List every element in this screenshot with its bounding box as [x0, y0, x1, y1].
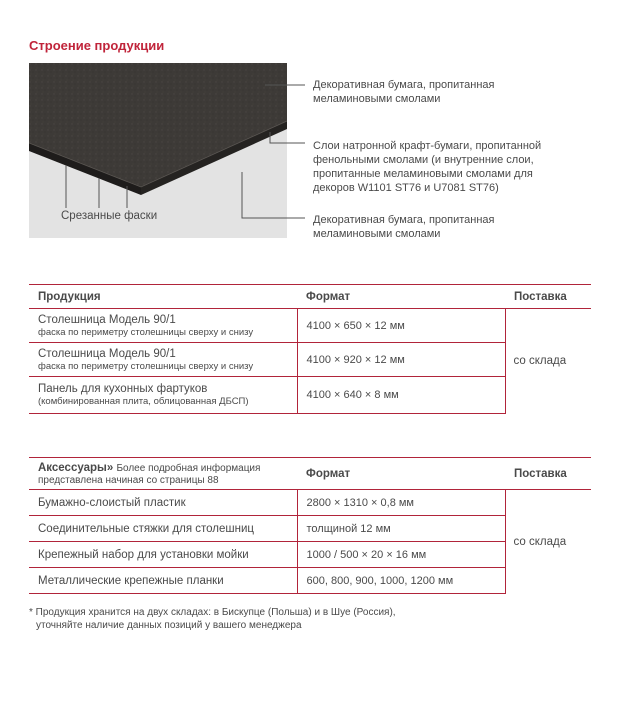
product-cell: [29, 343, 297, 377]
accessories-header-row: [29, 458, 591, 490]
product-name: Столешница Модель 90/1: [38, 347, 176, 360]
products-header-row: [29, 285, 591, 309]
callout-middle-line: декоров W1101 ST76 и U7081 ST76): [313, 182, 499, 194]
format-cell: 600, 800, 900, 1000, 1200 мм: [297, 568, 505, 594]
product-name: Панель для кухонных фартуков: [38, 383, 208, 395]
callout-middle-line: Слои натронной крафт-бумаги, пропитанной: [313, 140, 542, 152]
callout-bottom-line: меламиновыми смолами: [313, 228, 441, 240]
format-cell: толщиной 12 мм: [297, 516, 505, 542]
accessory-name-text: Соединительные стяжки для столешниц: [38, 522, 254, 535]
product-note: фаска по периметру столешницы сверху и снизу: [38, 360, 254, 372]
table-row: [29, 490, 591, 516]
accessory-name: [29, 516, 297, 542]
accessories-table: [29, 457, 591, 594]
accessory-name-text: Металлические крепежные планки: [38, 574, 224, 587]
accessory-name: [29, 490, 297, 516]
format-cell: 2800 × 1310 × 0,8 мм: [297, 490, 505, 516]
supply-cell: со склада: [513, 535, 567, 548]
accessory-name: [29, 542, 297, 568]
chamfer-label: Срезанные фаски: [61, 210, 158, 222]
product-cell: [29, 377, 297, 414]
table-row: [29, 309, 591, 343]
section-title: Строение продукции: [29, 38, 165, 53]
product-name: Столешница Модель 90/1: [38, 313, 176, 326]
footnote-line: * Продукция хранится на двух складах: в Бискупце (Польша) и в Шуе (Россия),: [29, 607, 396, 618]
product-note: фаска по периметру столешницы сверху и снизу: [38, 326, 254, 338]
accessory-name-text: Крепежный набор для установки мойки: [38, 548, 249, 561]
accessory-name-text: Бумажно-слоистый пластик: [38, 496, 186, 509]
header-format: Формат: [306, 290, 351, 303]
callout-top: [313, 78, 495, 106]
product-note: (комбинированная плита, облицованная ДБСП): [38, 396, 249, 407]
callout-top-line: меламиновыми смолами: [313, 93, 441, 105]
header-supply: Поставка: [514, 467, 567, 480]
header-format: Формат: [306, 467, 351, 480]
accessories-note-2: представлена начиная со страницы 88: [38, 474, 219, 486]
callout-top-line: Декоративная бумага, пропитанная: [313, 79, 495, 91]
format-cell: 4100 × 920 × 12 мм: [297, 343, 505, 377]
callout-middle-line: фенольными смолами (и внутренние слои,: [313, 154, 534, 166]
header-product: Продукция: [38, 290, 101, 303]
products-table: [29, 284, 591, 414]
accessories-title: Аксессуары»: [38, 461, 114, 474]
accessories-note: Более подробная информация: [116, 462, 261, 474]
supply-cell: со склада: [513, 355, 567, 368]
product-cell: [29, 309, 297, 343]
callout-bottom: [313, 213, 495, 241]
footnote: [29, 606, 396, 632]
format-cell: 4100 × 640 × 8 мм: [297, 377, 505, 414]
format-cell: 4100 × 650 × 12 мм: [297, 309, 505, 343]
format-cell: 1000 / 500 × 20 × 16 мм: [297, 542, 505, 568]
callout-bottom-line: Декоративная бумага, пропитанная: [313, 214, 495, 226]
footnote-line: уточняйте наличие данных позиций у вашего менеджера: [36, 620, 302, 631]
header-supply: Поставка: [514, 290, 567, 303]
callout-middle: [313, 139, 541, 195]
header-accessories: [29, 458, 297, 490]
callout-middle-line: пропитанные меламиновыми смолами для: [313, 168, 533, 180]
board-illustration: [29, 63, 287, 238]
accessory-name: [29, 568, 297, 594]
